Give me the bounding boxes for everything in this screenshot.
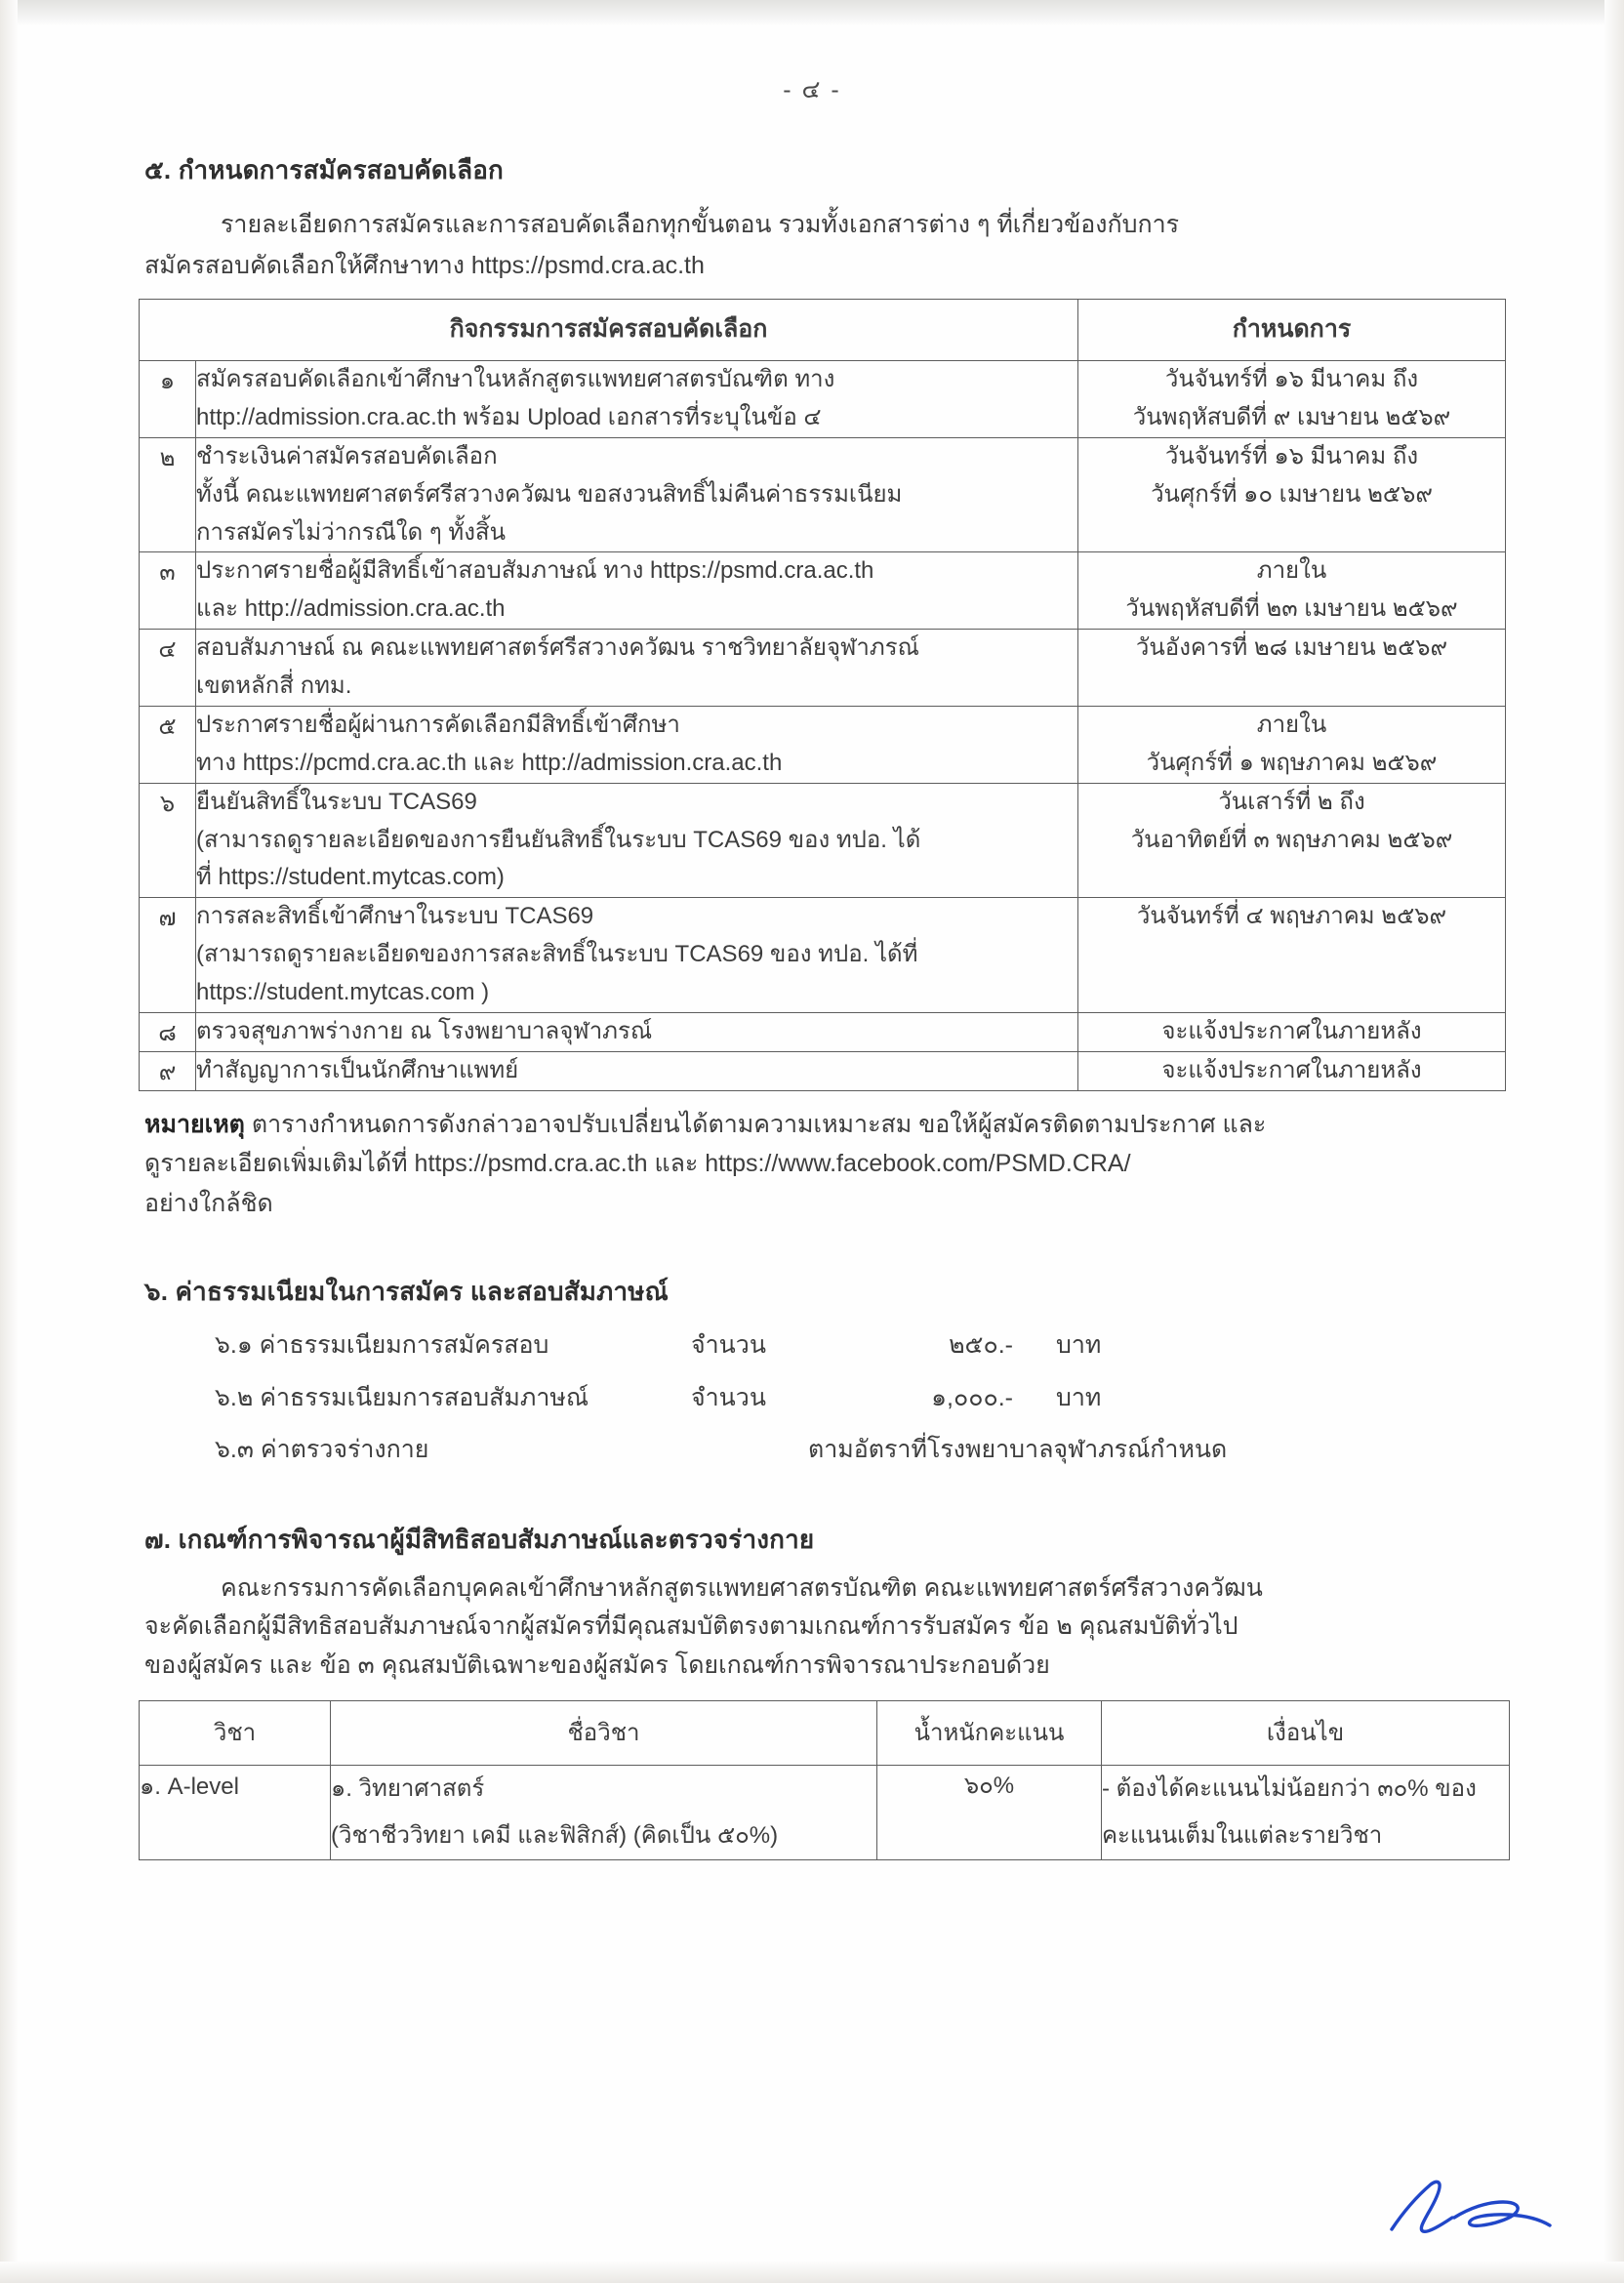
schedule-line: วันพฤหัสบดีที่ ๙ เมษายน ๒๕๖๙ (1132, 403, 1451, 430)
schedule-line: วันจันทร์ที่ ๑๖ มีนาคม ถึง (1164, 442, 1419, 469)
row-schedule (1078, 1012, 1506, 1051)
activity-line: ทำสัญญาการเป็นนักศึกษาแพทย์ (196, 1056, 519, 1083)
schedule-line: วันอังคารที่ ๒๘ เมษายน ๒๕๖๙ (1135, 634, 1448, 662)
section-7-paragraph-line-1: คณะกรรมการคัดเลือกบุคคลเข้าศึกษาหลักสูตรแพทยศาสตรบัณฑิต คณะแพทยศาสตร์ศรีสวางควัฒน (221, 1573, 1263, 1602)
row-schedule (1078, 437, 1506, 552)
section-7-heading: ๗. เกณฑ์การพิจารณาผู้มีสิทธิสอบสัมภาษณ์และตรวจร่างกาย (144, 1524, 815, 1554)
activity-line: ที่ https://student.mytcas.com) (196, 864, 505, 891)
fee-note: ตามอัตราที่โรงพยาบาลจุฬาภรณ์กำหนด (808, 1436, 1228, 1464)
schedule-header-date: กำหนดการ (1078, 300, 1506, 361)
activity-line: http://admission.cra.ac.th พร้อม Upload เอกสารที่ระบุในข้อ ๔ (196, 403, 822, 430)
table-row (140, 361, 1506, 438)
row-number: ๓ (140, 552, 196, 630)
row-number: ๔ (140, 630, 196, 707)
activity-line: ทั้งนี้ คณะแพทยศาสตร์ศรีสวางควัฒน ขอสงวนสิทธิ์ไม่คืนค่าธรรมเนียม (196, 480, 903, 508)
table-row (140, 1012, 1506, 1051)
row-activity (196, 437, 1078, 552)
criteria-condition-line: - ต้องได้คะแนนไม่น้อยกว่า ๓๐% ของ (1102, 1775, 1477, 1803)
criteria-header-condition: เงื่อนไข (1102, 1701, 1510, 1766)
activity-line: สอบสัมภาษณ์ ณ คณะแพทยศาสตร์ศรีสวางควัฒน ราชวิทยาลัยจุฬาภรณ์ (196, 634, 919, 662)
criteria-name-line: ๑. วิทยาศาสตร์ (331, 1775, 485, 1803)
page-number: - ๔ - (783, 76, 841, 103)
schedule-note (144, 1105, 1515, 1224)
table-row (140, 630, 1506, 707)
schedule-line: วันศุกร์ที่ ๑ พฤษภาคม ๒๕๖๙ (1146, 749, 1438, 776)
row-schedule (1078, 706, 1506, 783)
fee-label: ๖.๓ ค่าตรวจร่างกาย (215, 1436, 429, 1464)
activity-line: ทาง https://pcmd.cra.ac.th และ http://admission.cra.ac.th (196, 749, 783, 776)
criteria-name-line: (วิชาชีววิทยา เคมี และฟิสิกส์) (คิดเป็น ๕๐%) (331, 1822, 779, 1850)
fee-amount: ๑,๐๐๐.- (931, 1383, 1013, 1411)
row-number: ๒ (140, 437, 196, 552)
schedule-line: ภายใน (1256, 711, 1327, 738)
criteria-condition-line: คะแนนเต็มในแต่ละรายวิชา (1102, 1822, 1383, 1850)
schedule-table (139, 299, 1506, 1091)
criteria-name (331, 1766, 877, 1860)
criteria-header-weight: น้ำหนักคะแนน (877, 1701, 1102, 1766)
row-schedule (1078, 1051, 1506, 1090)
activity-line: (สามารถดูรายละเอียดของการสละสิทธิ์ในระบบ TCAS69 ของ ทปอ. ได้ที่ (196, 941, 918, 968)
row-schedule (1078, 552, 1506, 630)
table-row (140, 898, 1506, 1013)
fee-row (144, 1432, 1507, 1469)
row-number: ๘ (140, 1012, 196, 1051)
row-schedule (1078, 361, 1506, 438)
activity-line: ชำระเงินค่าสมัครสอบคัดเลือก (196, 442, 498, 469)
criteria-table-header-row (140, 1701, 1510, 1766)
row-activity (196, 783, 1078, 898)
section-5-intro-line-1: รายละเอียดการสมัครและการสอบคัดเลือกทุกขั้นตอน รวมทั้งเอกสารต่าง ๆ ที่เกี่ยวข้องกับการ (221, 211, 1180, 238)
signature-mark (1384, 2169, 1569, 2247)
row-activity (196, 898, 1078, 1013)
row-activity (196, 1051, 1078, 1090)
note-line-1 (144, 1105, 1515, 1145)
section-5-heading: ๕. กำหนดการสมัครสอบคัดเลือก (144, 155, 504, 184)
scan-edge-bottom (0, 2262, 1624, 2283)
schedule-line: จะแจ้งประกาศในภายหลัง (1161, 1017, 1422, 1044)
fee-unit: บาท (1056, 1383, 1102, 1411)
section-7-paragraph-line-2: จะคัดเลือกผู้มีสิทธิสอบสัมภาษณ์จากผู้สมัครที่มีคุณสมบัติตรงตามเกณฑ์การรับสมัคร ข้อ ๒ คุณสมบัติทั่วไป (144, 1612, 1238, 1641)
activity-line: เขตหลักสี่ กทม. (196, 673, 352, 699)
row-number: ๙ (140, 1051, 196, 1090)
table-row (140, 706, 1506, 783)
row-activity (196, 361, 1078, 438)
activity-line: ยืนยันสิทธิ์ในระบบ TCAS69 (196, 788, 477, 815)
fee-quantity-word: จำนวน (691, 1331, 766, 1360)
table-row (140, 437, 1506, 552)
row-number: ๗ (140, 898, 196, 1013)
criteria-header-subject: วิชา (140, 1701, 331, 1766)
activity-line: การสมัครไม่ว่ากรณีใด ๆ ทั้งสิ้น (196, 518, 506, 546)
schedule-line: วันจันทร์ที่ ๑๖ มีนาคม ถึง (1164, 366, 1419, 392)
row-number: ๖ (140, 783, 196, 898)
fee-row (144, 1327, 1507, 1365)
activity-line: การสละสิทธิ์เข้าศึกษาในระบบ TCAS69 (196, 903, 594, 930)
note-text-1: ตารางกำหนดการดังกล่าวอาจปรับเปลี่ยนได้ตามความเหมาะสม ขอให้ผู้สมัครติดตามประกาศ และ (244, 1110, 1267, 1138)
criteria-weight: ๖๐% (877, 1766, 1102, 1860)
schedule-line: ภายใน (1256, 557, 1327, 585)
row-activity (196, 1012, 1078, 1051)
activity-line: (สามารถดูรายละเอียดของการยืนยันสิทธิ์ในระบบ TCAS69 ของ ทปอ. ได้ (196, 826, 921, 853)
table-row (140, 783, 1506, 898)
schedule-header-activity: กิจกรรมการสมัครสอบคัดเลือก (140, 300, 1078, 361)
fee-label: ๖.๒ ค่าธรรมเนียมการสอบสัมภาษณ์ (215, 1383, 589, 1411)
section-5-intro-line-2: สมัครสอบคัดเลือกให้ศึกษาทาง https://psmd.cra.ac.th (144, 251, 705, 279)
fee-label: ๖.๑ ค่าธรรมเนียมการสมัครสอบ (215, 1331, 549, 1360)
criteria-table (139, 1700, 1510, 1860)
table-row (140, 1051, 1506, 1090)
schedule-table-header-row (140, 300, 1506, 361)
criteria-header-name: ชื่อวิชา (331, 1701, 877, 1766)
schedule-line: วันจันทร์ที่ ๔ พฤษภาคม ๒๕๖๙ (1136, 903, 1447, 930)
note-line-3: อย่างใกล้ชิด (144, 1189, 273, 1217)
activity-line: https://student.mytcas.com ) (196, 979, 490, 1005)
fee-amount: ๒๕๐.- (949, 1331, 1013, 1360)
fee-unit: บาท (1056, 1331, 1102, 1360)
fee-quantity-word (691, 1432, 808, 1469)
activity-line: ตรวจสุขภาพร่างกาย ณ โรงพยาบาลจุฬาภรณ์ (196, 1017, 653, 1044)
row-number: ๑ (140, 361, 196, 438)
schedule-line: วันเสาร์ที่ ๒ ถึง (1218, 788, 1365, 815)
criteria-condition (1102, 1766, 1510, 1860)
note-line-2: ดูรายละเอียดเพิ่มเติมได้ที่ https://psmd.cra.ac.th และ https://www.facebook.com/PSMD.CRA/ (144, 1150, 1131, 1178)
row-activity (196, 630, 1078, 707)
row-schedule (1078, 783, 1506, 898)
section-6-heading: ๖. ค่าธรรมเนียมในการสมัคร และสอบสัมภาษณ์ (144, 1277, 669, 1307)
schedule-line: วันอาทิตย์ที่ ๓ พฤษภาคม ๒๕๖๙ (1130, 826, 1453, 853)
activity-line: และ http://admission.cra.ac.th (196, 595, 506, 623)
row-activity (196, 706, 1078, 783)
criteria-subject: ๑. A-level (140, 1766, 331, 1860)
activity-line: สมัครสอบคัดเลือกเข้าศึกษาในหลักสูตรแพทยศาสตรบัณฑิต ทาง (196, 366, 835, 392)
row-number: ๕ (140, 706, 196, 783)
section-7-paragraph-line-3: ของผู้สมัคร และ ข้อ ๓ คุณสมบัติเฉพาะของผู้สมัคร โดยเกณฑ์การพิจารณาประกอบด้วย (144, 1651, 1050, 1679)
fee-row (144, 1380, 1507, 1417)
schedule-line: วันศุกร์ที่ ๑๐ เมษายน ๒๕๖๙ (1151, 480, 1433, 508)
table-row (140, 552, 1506, 630)
row-activity (196, 552, 1078, 630)
fee-quantity-word: จำนวน (691, 1383, 766, 1411)
row-schedule (1078, 630, 1506, 707)
activity-line: ประกาศรายชื่อผู้มีสิทธิ์เข้าสอบสัมภาษณ์ ทาง https://psmd.cra.ac.th (196, 557, 874, 585)
activity-line: ประกาศรายชื่อผู้ผ่านการคัดเลือกมีสิทธิ์เข้าศึกษา (196, 711, 680, 738)
schedule-line: วันพฤหัสบดีที่ ๒๓ เมษายน ๒๕๖๙ (1125, 595, 1458, 623)
schedule-line: จะแจ้งประกาศในภายหลัง (1161, 1056, 1422, 1083)
row-schedule (1078, 898, 1506, 1013)
table-row (140, 1766, 1510, 1860)
note-label: หมายเหตุ (144, 1110, 245, 1138)
